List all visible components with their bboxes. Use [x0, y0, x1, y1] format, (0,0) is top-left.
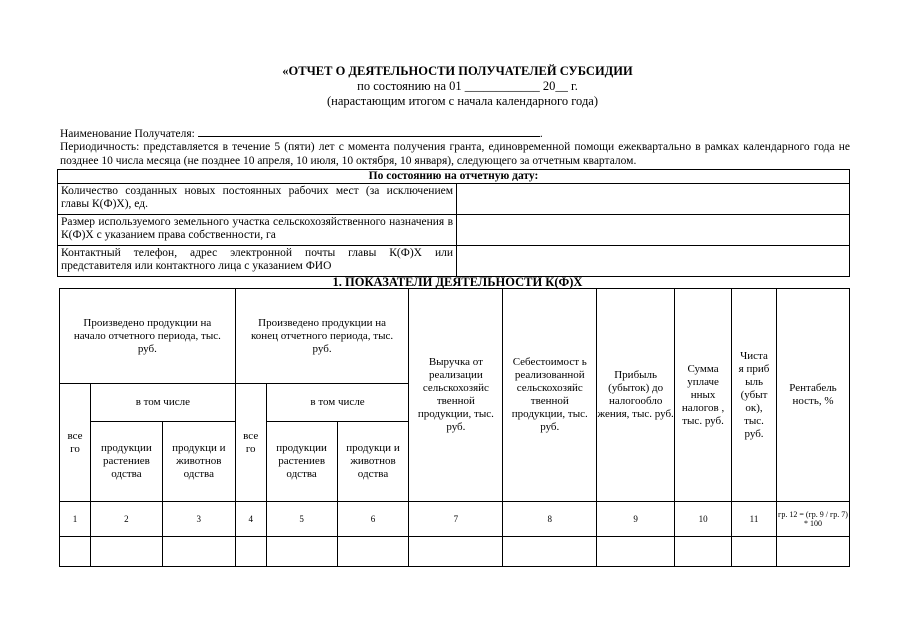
value-cell[interactable]: [235, 537, 266, 567]
cost-header: Себестоимост ь реализованной сельскохозяйс твенной продукции, тыс. руб.: [503, 289, 597, 502]
col-number: 6: [337, 502, 409, 537]
reporting-date-header: По состоянию на отчетную дату:: [58, 170, 850, 184]
recipient-name-field[interactable]: [198, 125, 540, 137]
value-cell[interactable]: [503, 537, 597, 567]
col-number: 7: [409, 502, 503, 537]
col-number: 1: [60, 502, 91, 537]
end-plant-header: продукции растениев одства: [266, 422, 337, 502]
end-total-header: все го: [235, 384, 266, 502]
start-including-header: в том числе: [90, 384, 235, 422]
recipient-label: Наименование Получателя:: [60, 128, 195, 140]
report-date-line: по состоянию на 01 ____________ 20__ г.: [357, 79, 578, 93]
recipient-line: [60, 125, 850, 141]
revenue-header: Выручка от реализации сельскохозяйс твенной продукции, тыс. руб.: [409, 289, 503, 502]
value-cell[interactable]: [732, 537, 777, 567]
col-number: 4: [235, 502, 266, 537]
value-cell[interactable]: [777, 537, 850, 567]
value-cell[interactable]: [597, 537, 675, 567]
profitability-header: Рентабель ность, %: [777, 289, 850, 502]
taxes-header: Сумма уплаче нных налогов , тыс. руб.: [675, 289, 732, 502]
col-number: 11: [732, 502, 777, 537]
report-title: «ОТЧЕТ О ДЕЯТЕЛЬНОСТИ ПОЛУЧАТЕЛЕЙ СУБСИДИИ: [282, 64, 633, 78]
jobs-created-label: Количество созданных новых постоянных рабочих мест (за исключением главы К(Ф)Х), ед.: [58, 184, 457, 215]
value-cell[interactable]: [90, 537, 162, 567]
col-number: 3: [162, 502, 235, 537]
col12-formula: гр. 12 = (гр. 9 / гр. 7) * 100: [777, 502, 850, 537]
periodicity-text: Периодичность: представляется в течение 5 (пяти) лет с момента получения гранта, единовременной помощи ежеквартально в рамках календарного года не позднее 10 числа месяца (не позднее 10 апреля, 10 июля, 10 октября, 10 января), следующего за отчетным кварталом.: [60, 141, 850, 167]
land-area-value[interactable]: [457, 215, 850, 246]
end-animal-header: продукци и животнов одства: [337, 422, 409, 502]
indicators-table: [59, 288, 850, 567]
col-number: 5: [266, 502, 337, 537]
end-including-header: в том числе: [266, 384, 409, 422]
jobs-created-value[interactable]: [457, 184, 850, 215]
value-cell[interactable]: [675, 537, 732, 567]
contact-info-label: Контактный телефон, адрес электронной почты главы К(Ф)Х или представителя или контактного лица с указанием ФИО: [58, 246, 457, 277]
recipient-end: .: [539, 128, 543, 140]
produced-start-header: Произведено продукции на начало отчетного периода, тыс. руб.: [60, 289, 236, 384]
contact-info-value[interactable]: [457, 246, 850, 277]
value-cell[interactable]: [337, 537, 409, 567]
start-animal-header: продукци и животнов одства: [162, 422, 235, 502]
net-profit-header: Чиста я приб ыль (убыт ок), тыс. руб.: [732, 289, 777, 502]
section-title: 1. ПОКАЗАТЕЛИ ДЕЯТЕЛЬНОСТИ К(Ф)Х: [332, 275, 583, 289]
start-total-header: все го: [60, 384, 91, 502]
land-area-label: Размер используемого земельного участка сельскохозяйственного назначения в К(Ф)Х с указанием права собственности, га: [58, 215, 457, 246]
value-cell[interactable]: [266, 537, 337, 567]
value-cell[interactable]: [60, 537, 91, 567]
start-plant-header: продукции растениев одства: [90, 422, 162, 502]
value-cell[interactable]: [162, 537, 235, 567]
col-number: 9: [597, 502, 675, 537]
value-cell[interactable]: [409, 537, 503, 567]
col-number: 2: [90, 502, 162, 537]
reporting-date-table: [57, 169, 850, 277]
col-number: 10: [675, 502, 732, 537]
report-cumulative-note: (нарастающим итогом с начала календарного года): [326, 94, 599, 108]
col-number: 8: [503, 502, 597, 537]
profit-header: Прибыль (убыток) до налогообло жения, тыс. руб.: [597, 289, 675, 502]
produced-end-header: Произведено продукции на конец отчетного периода, тыс. руб.: [235, 289, 409, 384]
